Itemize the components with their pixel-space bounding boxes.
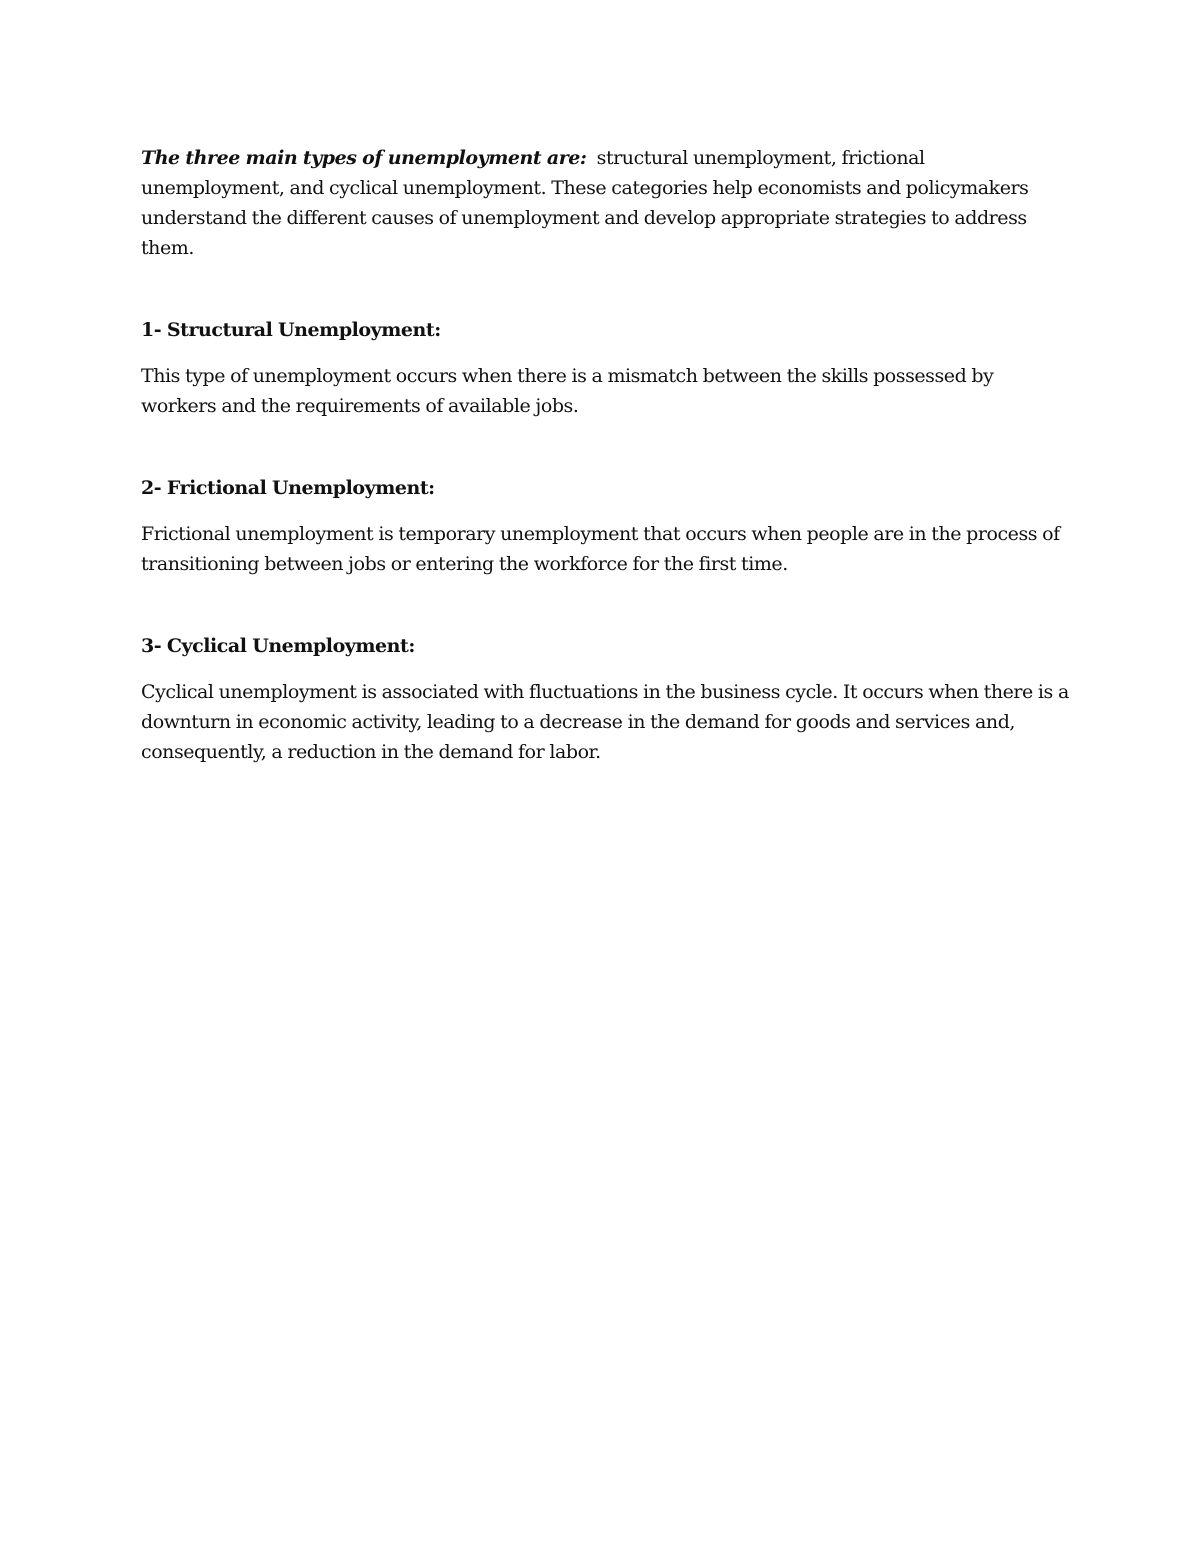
section-body-cyclical: Cyclical unemployment is associated with fluctuations in the business cycle. It occurs when there is a downturn in economic activity, leading to a decrease in the demand for goods and services and, consequently, a reduction in the demand for labor. (141, 681, 1069, 763)
intro-paragraph (141, 143, 1071, 263)
section-structural (141, 315, 1071, 421)
document-body (141, 143, 1071, 767)
section-cyclical (141, 631, 1071, 767)
intro-lead: The three main types of unemployment are: (141, 147, 587, 169)
section-body-frictional: Frictional unemployment is temporary unemployment that occurs when people are in the process of transitioning between jobs or entering the workforce for the first time. (141, 523, 1060, 575)
section-heading-structural: 1- Structural Unemployment: (141, 319, 441, 341)
section-frictional (141, 473, 1071, 579)
intro-text: structural unemployment, frictional unemployment, and cyclical unemployment. These categories help economists and policymakers understand the different causes of unemployment and develop appropriate strategies to address them. (141, 147, 1029, 259)
section-heading-frictional: 2- Frictional Unemployment: (141, 477, 435, 499)
section-body-structural: This type of unemployment occurs when there is a mismatch between the skills possessed by workers and the requirements of available jobs. (141, 365, 994, 417)
section-heading-cyclical: 3- Cyclical Unemployment: (141, 635, 415, 657)
